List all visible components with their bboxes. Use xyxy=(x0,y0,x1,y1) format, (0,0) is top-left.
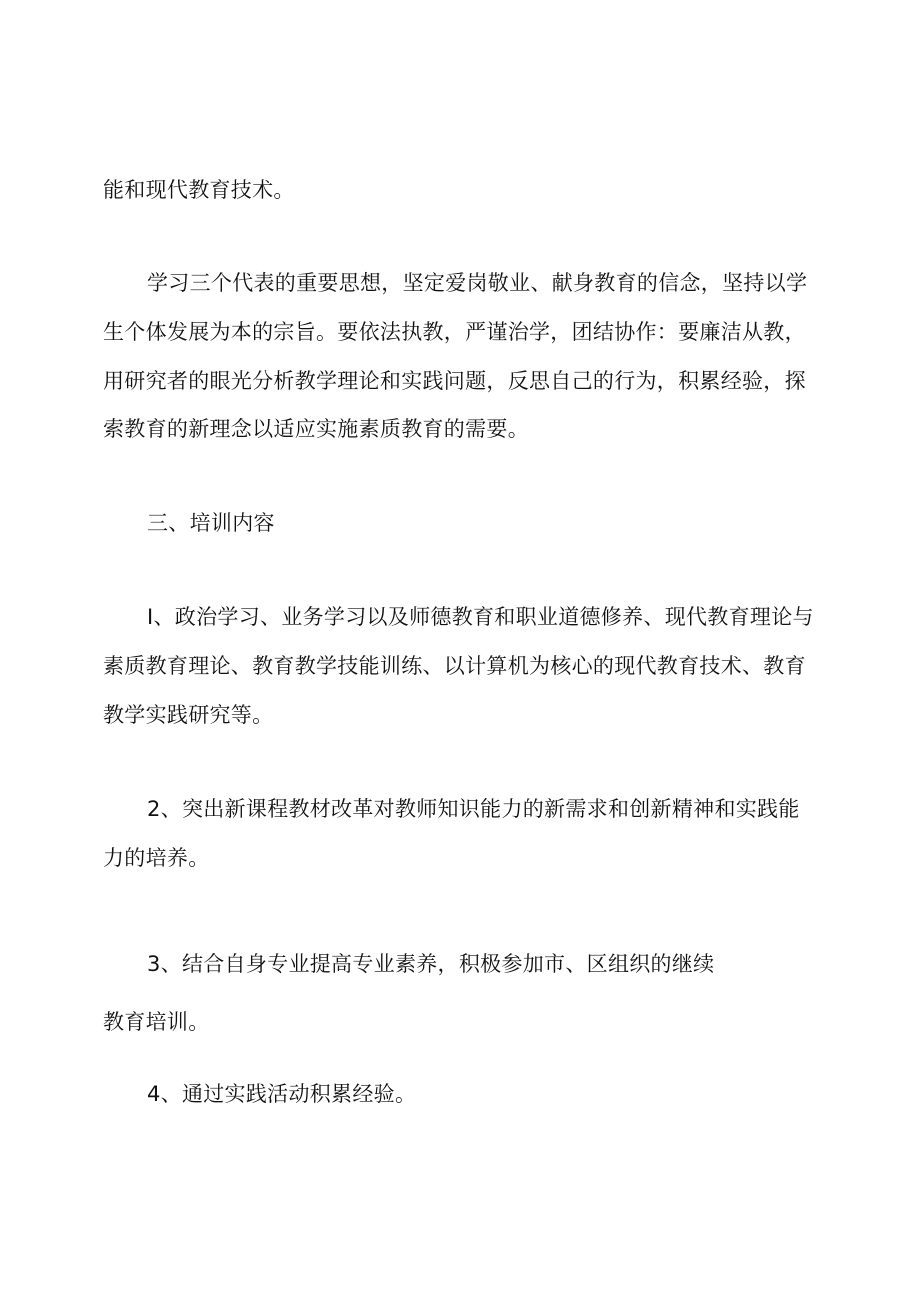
list-item-line: 2、突出新课程教材改革对教师知识能力的新需求和创新精神和实践能 xyxy=(147,797,800,821)
list-item-line: 教育培训。 xyxy=(103,1010,210,1034)
section-heading: 三、培训内容 xyxy=(147,511,275,535)
list-item-line: 教学实践研究等。 xyxy=(103,703,274,727)
paragraph-line: 索教育的新理念以适应实施素质教育的需要。 xyxy=(103,417,529,441)
list-item-line: I、政治学习、业务学习以及师德教育和职业道德修养、现代教育理论与 xyxy=(147,605,814,629)
list-item-line: 素质教育理论、教育教学技能训练、以计算机为核心的现代教育技术、教育 xyxy=(103,654,806,678)
list-item-line: 力的培养。 xyxy=(103,846,210,870)
paragraph-line: 用研究者的眼光分析教学理论和实践问题，反思自己的行为，积累经验，探 xyxy=(103,369,806,393)
paragraph-line: 生个体发展为本的宗旨。要依法执教，严谨治学，团结协作：要廉洁从教， xyxy=(103,320,806,344)
list-item-line: 4、通过实践活动积累经验。 xyxy=(147,1082,417,1106)
list-item-line: 3、结合自身专业提高专业素养，积极参加市、区组织的继续 xyxy=(147,952,715,976)
paragraph-line: 学习三个代表的重要思想，坚定爱岗敬业、献身教育的信念，坚持以学 xyxy=(147,271,808,295)
paragraph-continuation-line: 能和现代教育技术。 xyxy=(103,178,295,202)
